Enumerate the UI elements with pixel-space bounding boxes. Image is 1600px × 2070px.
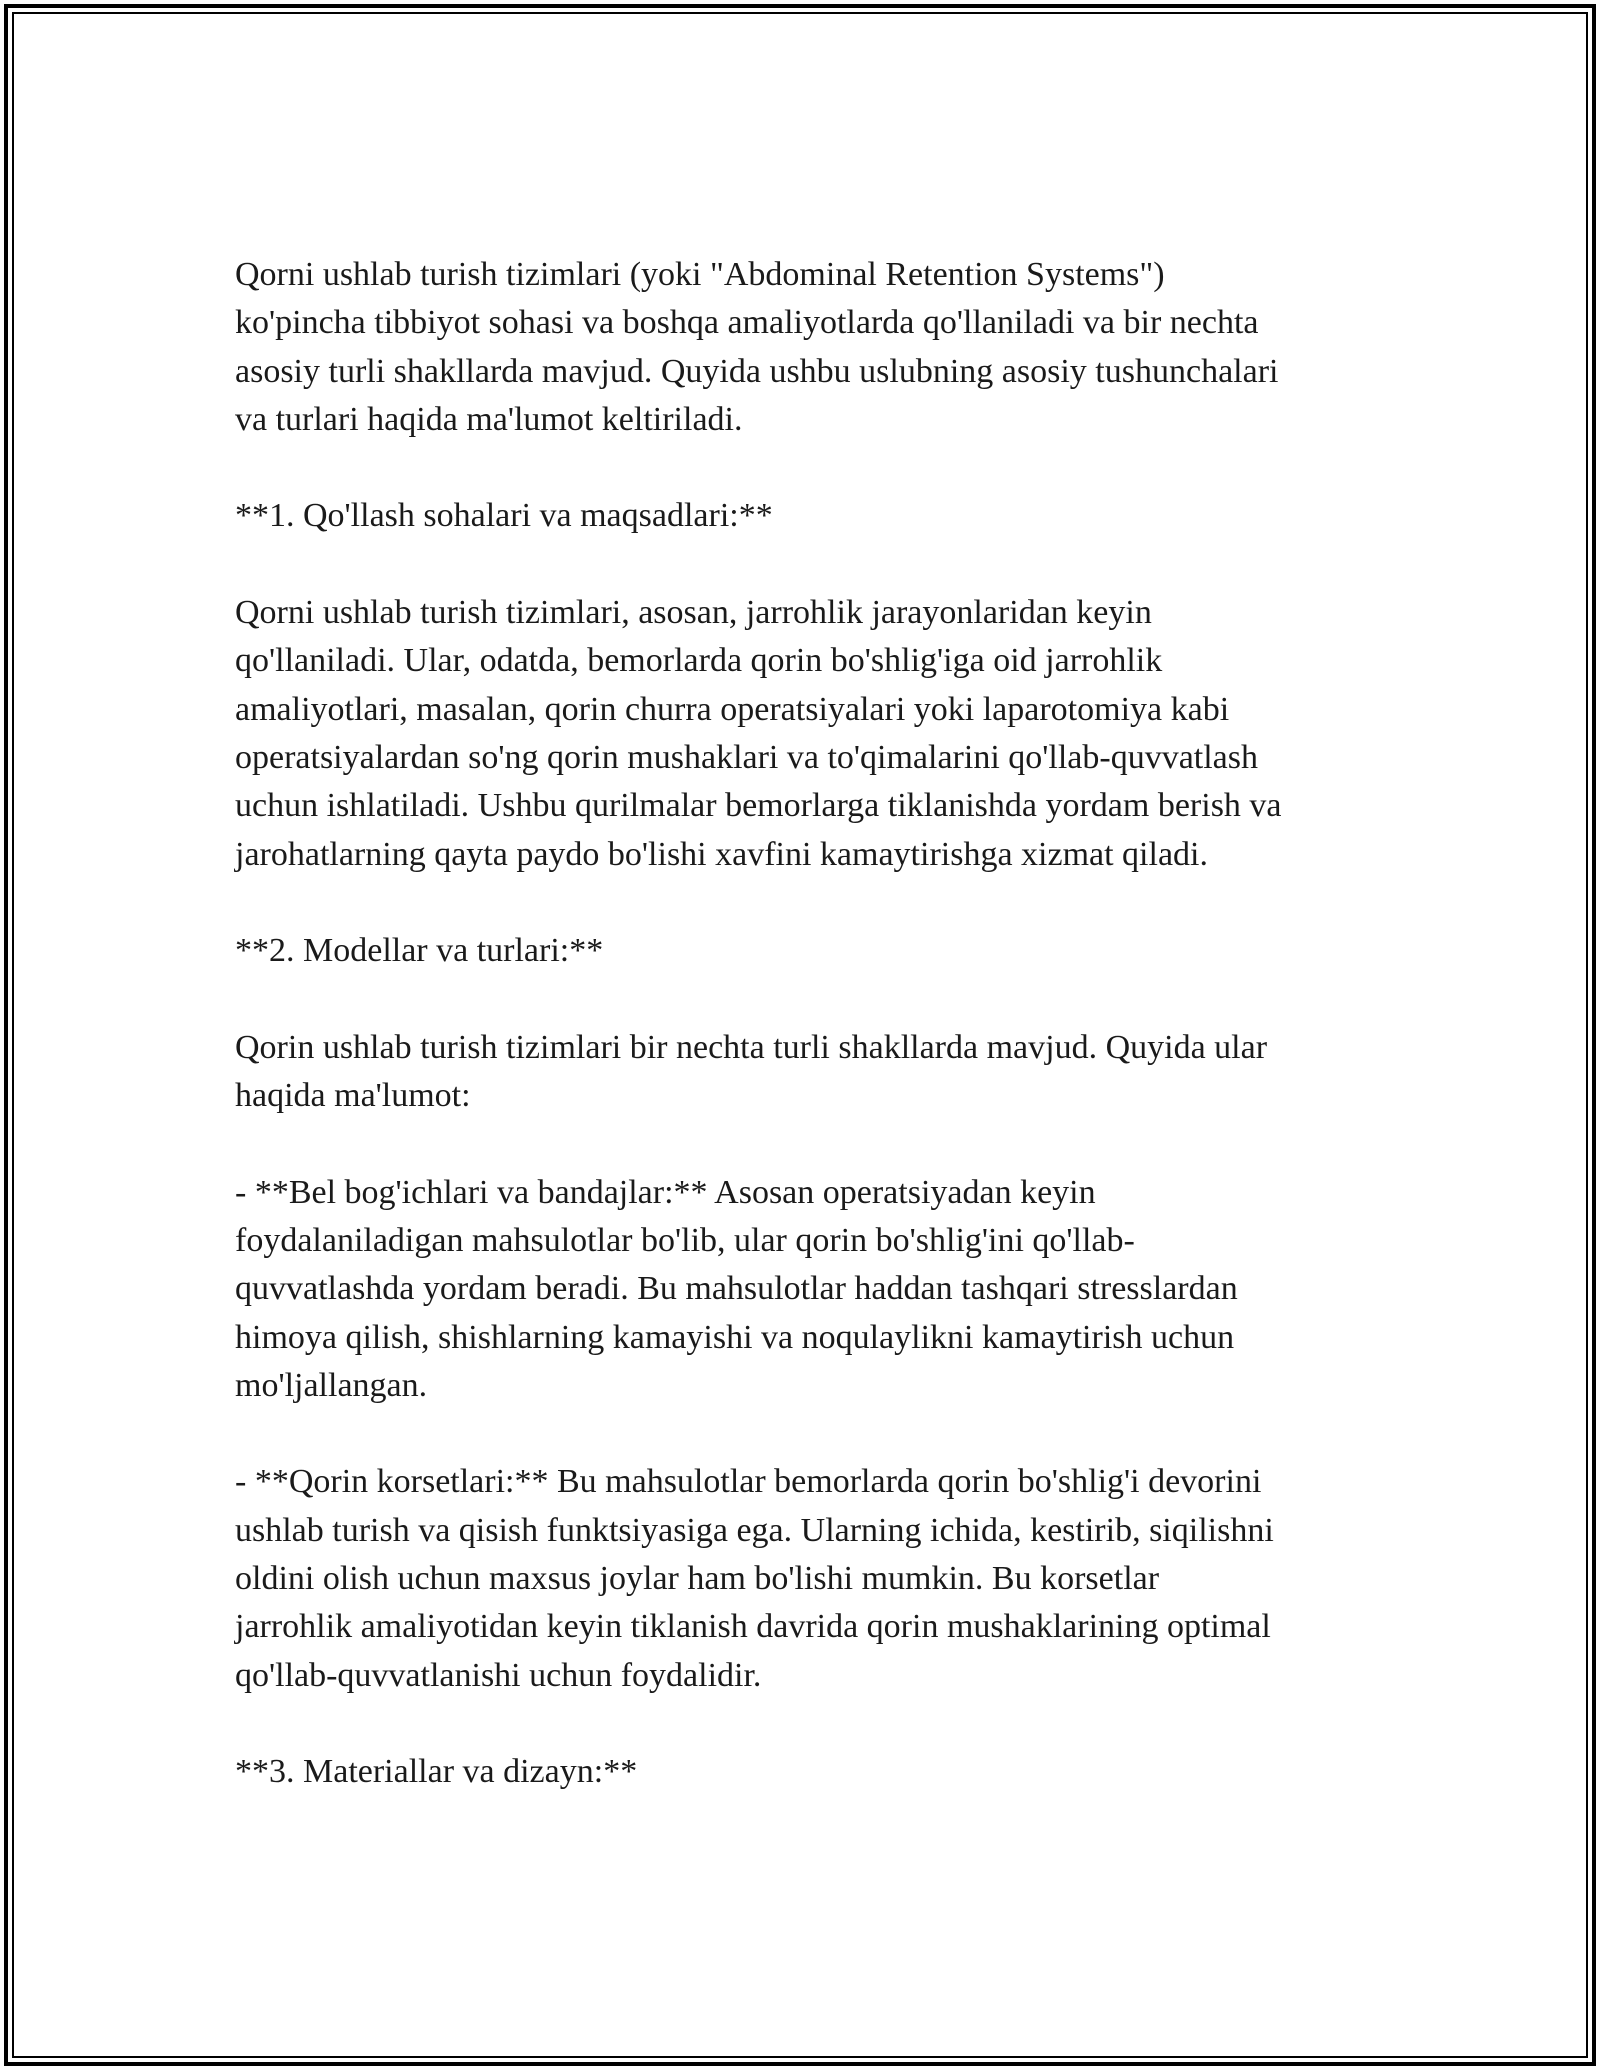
section-1-paragraph: Qorni ushlab turish tizimlari, asosan, jarrohlik jarayonlaridan keyin qo'llaniladi. Ular, odatda, bemorlarda qorin bo'shlig'iga oid jarrohlik amaliyotlari, masalan, qorin churra operatsiyalari yoki laparotomiya kabi operatsiyalardan so'ng qorin mushaklari va to'qimalarini qo'llab-quvvatlash uchun ishlatiladi. Ushbu qurilmalar bemorlarga tiklanishda yordam berish va jarohatlarning qayta paydo bo'lishi xavfini kamaytirishga xizmat qiladi. bbox=[235, 594, 1282, 873]
intro-paragraph: Qorni ushlab turish tizimlari (yoki "Abdominal Retention Systems") ko'pincha tibbiyot sohasi va boshqa amaliyotlarda qo'llaniladi va bir nechta asosiy turli shakllarda mavjud. Quyida ushbu uslubning asosiy tushunchalari va turlari haqida ma'lumot keltiriladi. bbox=[235, 256, 1279, 438]
document-body bbox=[235, 251, 1375, 1797]
list-item-belts: - **Bel bog'ichlari va bandajlar:** Asosan operatsiyadan keyin foydalaniladigan mahsulotlar bo'lib, ular qorin bo'shlig'ini qo'llab- quvvatlashda yordam beradi. Bu mahsulotlar haddan tashqari stresslardan himoya qilish, shishlarning kamayishi va noqulaylikni kamaytirish uchun mo'ljallangan. bbox=[235, 1173, 1238, 1404]
section-heading-1: **1. Qo'llash sohalari va maqsadlari:** bbox=[235, 497, 773, 535]
list-item-corsets: - **Qorin korsetlari:** Bu mahsulotlar bemorlarda qorin bo'shlig'i devorini ushlab turish va qisish funktsiyasiga ega. Ularning ichida, kestirib, siqilishni oldini olish uchun maxsus joylar ham bo'lishi mumkin. Bu korsetlar jarrohlik amaliyotidan keyin tiklanish davrida qorin mushaklarining optimal qo'llab-quvvatlanishi uchun foydalidir. bbox=[235, 1463, 1274, 1694]
section-heading-3: **3. Materiallar va dizayn:** bbox=[235, 1753, 638, 1791]
section-heading-2: **2. Modellar va turlari:** bbox=[235, 932, 604, 970]
section-2-paragraph: Qorin ushlab turish tizimlari bir nechta turli shakllarda mavjud. Quyida ular haqida ma'lumot: bbox=[235, 1028, 1268, 1115]
